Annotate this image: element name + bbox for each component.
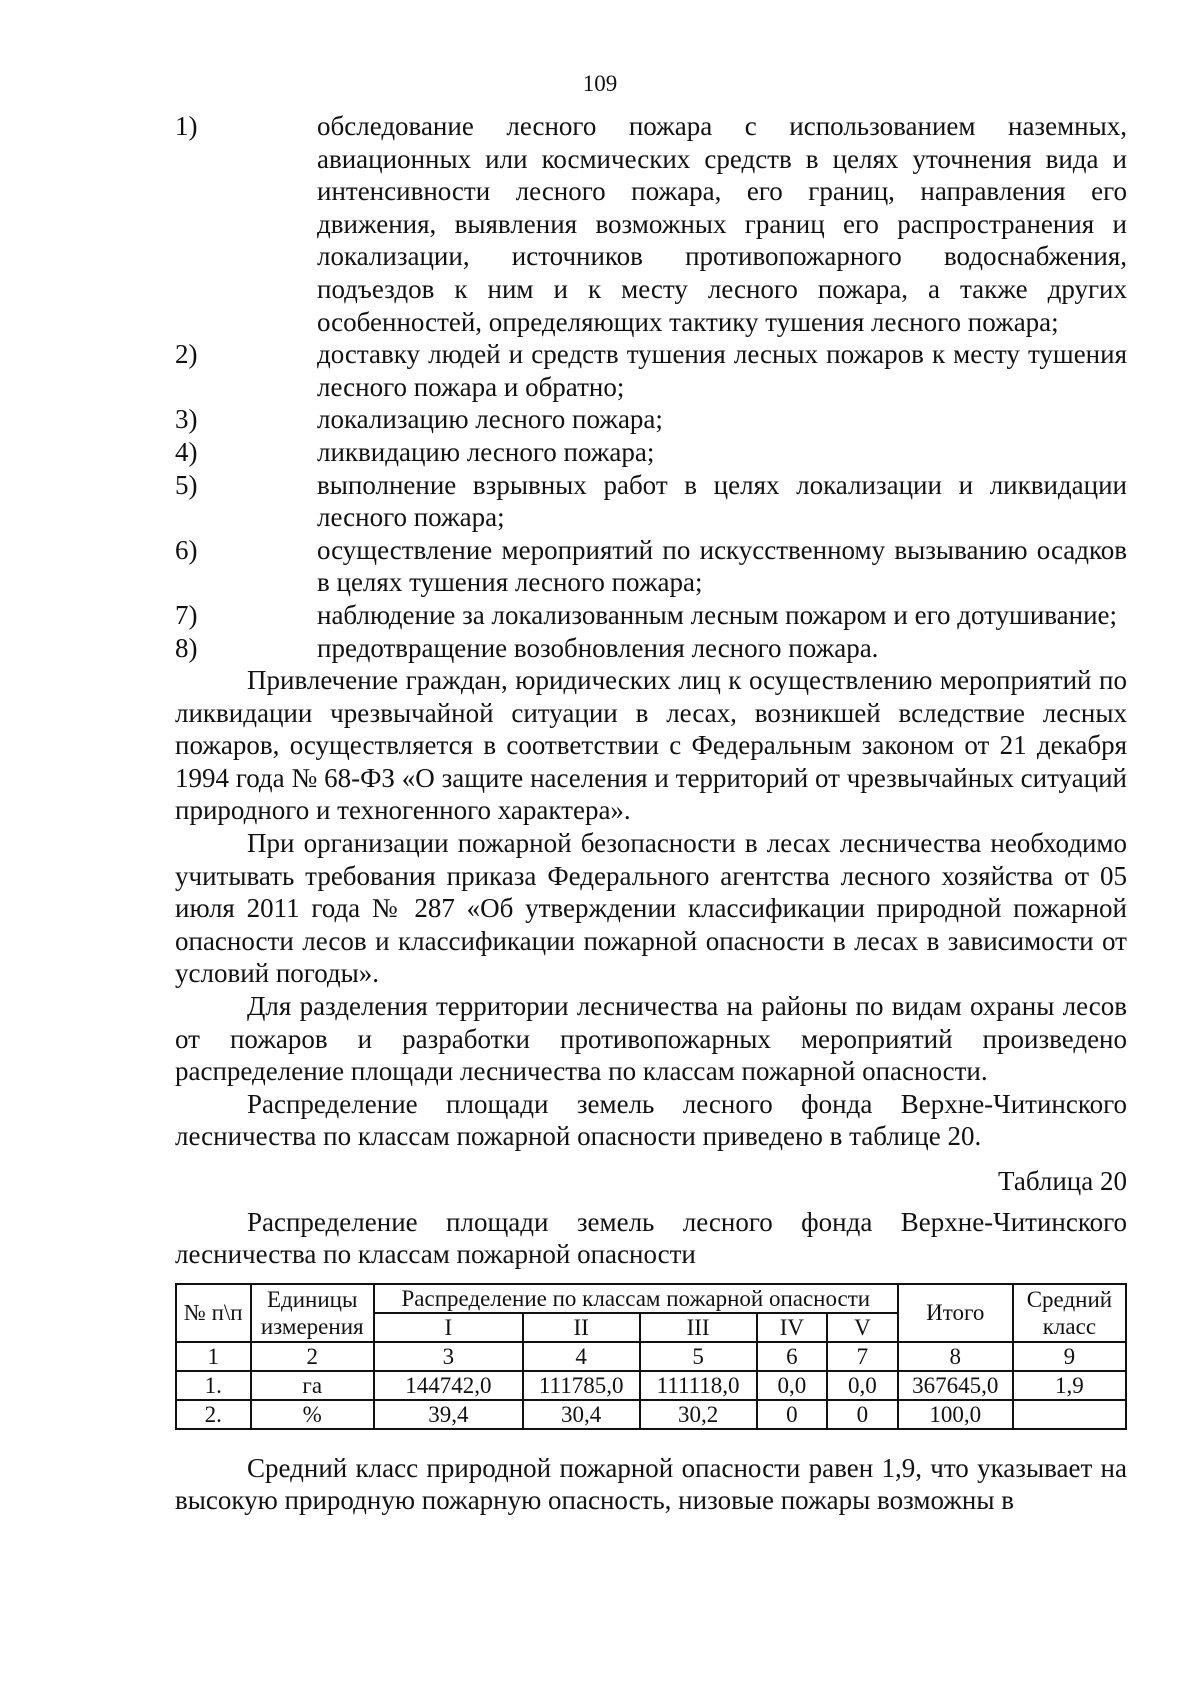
table-cell: 9 — [1013, 1342, 1126, 1371]
table-cell: 2 — [251, 1342, 374, 1371]
list-item — [175, 599, 1127, 632]
list-item-number: 8) — [175, 632, 198, 663]
header-num: № п\п — [176, 1284, 251, 1342]
table-label: Таблица 20 — [998, 1166, 1127, 1196]
list-item-text: выполнение взрывных работ в целях локализации и ликвидации лесного пожара; — [317, 469, 1127, 533]
paragraph: При организации пожарной безопасности в лесах лесничества необходимо учитывать требования приказа Федерального агентства лесного хозяйства от 05 июля 2011 года № 287 «Об утверждении классификации природной пожарной опасности лесов и классификации пожарной опасности в лесах в зависимости от условий погоды». — [175, 828, 1127, 989]
page-number: 109 — [582, 71, 618, 96]
list-item — [175, 534, 1127, 599]
table-cell: 144742,0 — [374, 1371, 523, 1400]
list-item-text: доставку людей и средств тушения лесных пожаров к месту тушения лесного пожара и обратно; — [317, 339, 1127, 402]
header-distribution: Распределение по классам пожарной опасности — [374, 1284, 898, 1313]
table-cell: 111785,0 — [523, 1371, 640, 1400]
table-cell — [1013, 1400, 1126, 1429]
header-avg: Средний класс — [1013, 1284, 1126, 1342]
list-item-text: ликвидацию лесного пожара; — [317, 436, 655, 467]
table-cell: 8 — [898, 1342, 1013, 1371]
list-item-text: предотвращение возобновления лесного пожара. — [317, 632, 879, 663]
header-class: II — [523, 1313, 640, 1342]
list-item — [175, 110, 1127, 338]
header-class: IV — [757, 1313, 828, 1342]
document-body — [175, 110, 1127, 1517]
list-item-text: локализацию лесного пожара; — [317, 404, 663, 435]
closing-paragraph: Средний класс природной пожарной опасности равен 1,9, что указывает на высокую природную пожарную опасность, низовые пожары возможны в — [175, 1452, 1127, 1516]
table-cell: 30,4 — [523, 1400, 640, 1429]
header-class: I — [374, 1313, 523, 1342]
table-cell: 7 — [827, 1342, 898, 1371]
table-cell: 39,4 — [374, 1400, 523, 1429]
list-item-text: наблюдение за локализованным лесным пожаром и его дотушивание; — [317, 599, 1118, 630]
table-cell: 100,0 — [898, 1400, 1013, 1429]
table-cell: 0 — [827, 1400, 898, 1429]
table-cell: 1,9 — [1013, 1371, 1126, 1400]
paragraph: Привлечение граждан, юридических лиц к осуществлению мероприятий по ликвидации чрезвычайной ситуации в лесах, возникшей вследствие лесных пожаров, осуществляется в соответствии с Федеральным законом от 21 декабря 1994 года № 68-ФЗ «О защите населения и территорий от чрезвычайных ситуаций природного и техногенного характера». — [175, 665, 1127, 826]
table-cell: 0,0 — [757, 1371, 828, 1400]
table-cell: га — [251, 1371, 374, 1400]
list-item-text: обследование лесного пожара с использованием наземных, авиационных или космических средств в целях уточнения вида и интенсивности лесного пожара, его границ, направления его движения, выявления возможных границ его распространения и локализации, источников противопожарного водоснабжения, подъездов к ним и к месту лесного пожара, а также других особенностей, определяющих тактику тушения лесного пожара; — [317, 111, 1127, 337]
list-item-number: 2) — [175, 339, 198, 370]
list-item-number: 3) — [175, 404, 198, 435]
table-row — [176, 1400, 1126, 1429]
list-item — [175, 632, 1127, 665]
list-item-number: 1) — [175, 111, 198, 141]
list-item — [175, 338, 1127, 403]
table-cell: 0,0 — [827, 1371, 898, 1400]
list-item-number: 4) — [175, 436, 198, 467]
table-cell: 30,2 — [640, 1400, 757, 1429]
table-cell: % — [251, 1400, 374, 1429]
table-cell: 4 — [523, 1342, 640, 1371]
list-item — [175, 469, 1127, 534]
table-cell: 6 — [757, 1342, 828, 1371]
table-cell: 367645,0 — [898, 1371, 1013, 1400]
header-class: V — [827, 1313, 898, 1342]
header-class: III — [640, 1313, 757, 1342]
header-total: Итого — [898, 1284, 1013, 1342]
table-cell: 5 — [640, 1342, 757, 1371]
table-cell: 2. — [176, 1400, 251, 1429]
header-units: Единицы измерения — [251, 1284, 374, 1342]
list-item-number: 7) — [175, 599, 198, 630]
table-cell: 111118,0 — [640, 1371, 757, 1400]
table-cell: 1 — [176, 1342, 251, 1371]
paragraph: Для разделения территории лесничества на районы по видам охраны лесов от пожаров и разработки противопожарных мероприятий произведено распределение площади лесничества по классам пожарной опасности. — [175, 991, 1127, 1087]
table-cell: 0 — [757, 1400, 828, 1429]
list-item-text: осуществление мероприятий по искусственному вызыванию осадков в целях тушения лесного пожара; — [317, 534, 1127, 598]
list-item-number: 6) — [175, 534, 198, 565]
table-caption: Распределение площади земель лесного фонда Верхне-Читинского лесничества по классам пожарной опасности — [175, 1206, 1127, 1270]
table-header-row — [176, 1284, 1126, 1313]
fire-class-table — [175, 1283, 1127, 1430]
table-cell: 3 — [374, 1342, 523, 1371]
list-item-number: 5) — [175, 469, 198, 500]
table-row — [176, 1371, 1126, 1400]
table-index-row — [176, 1342, 1126, 1371]
paragraph: Распределение площади земель лесного фонда Верхне-Читинского лесничества по классам пожарной опасности приведено в таблице 20. — [175, 1088, 1127, 1152]
table-cell: 1. — [176, 1371, 251, 1400]
list-item — [175, 436, 1127, 469]
list-item — [175, 403, 1127, 436]
